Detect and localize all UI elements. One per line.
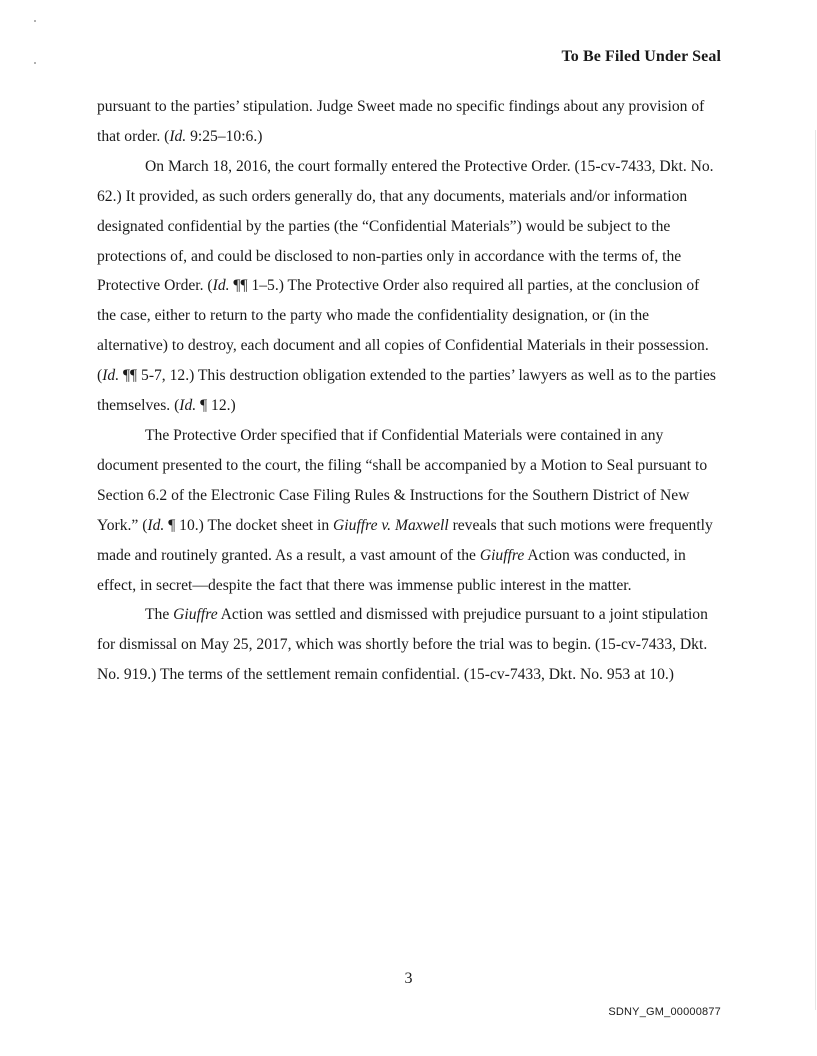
scan-edge xyxy=(815,130,816,1010)
paragraph-p1 xyxy=(97,92,722,152)
citation-italic: Id. xyxy=(212,277,230,295)
citation-italic: Id. xyxy=(179,397,197,415)
text-segment: Action was settled and dismissed with prejudice pursuant to a joint stipulation for dismissal on May 25, 2017, which was shortly before the trial was to begin. (15-cv-7433, Dkt. No. 919.) The terms of the settlement remain confidential. (15-cv-7433, Dkt. No. 953 at 10.) xyxy=(97,606,708,684)
citation-italic: Giuffre v. Maxwell xyxy=(333,516,449,534)
text-segment: ¶¶ 1–5.) The Protective Order also required all parties, at the conclusion of the case, either to return to the party who made the confidentiality designation, or (in the alternative) to destroy, each document and all copies of Confidential Materials in their possession. ( xyxy=(97,277,709,385)
paragraph-p3 xyxy=(97,421,722,600)
text-segment: ¶¶ 5-7, 12.) This destruction obligation extended to the parties’ lawyers as well as to the parties themselves. ( xyxy=(97,367,716,415)
text-segment: ¶ 10.) The docket sheet in xyxy=(164,516,334,534)
bates-number: SDNY_GM_00000877 xyxy=(608,1006,721,1018)
text-segment: The xyxy=(145,606,174,624)
document-body xyxy=(97,92,722,690)
citation-italic: Giuffre xyxy=(479,546,525,564)
paragraph-p4 xyxy=(97,600,722,690)
paragraph-p2 xyxy=(97,152,722,421)
page-number: 3 xyxy=(404,970,413,987)
text-segment: reveals that such motions were frequently made and routinely granted. As a result, a vast amount of the xyxy=(97,516,713,564)
text-segment: On March 18, 2016, the court formally entered the Protective Order. (15-cv-7433, Dkt. No. 62.) It provided, as such orders generally do, that any documents, materials and/or information designated confidential by the parties (the “Confidential Materials”) would be subject to the protections of, and could be disclosed to non-parties only in accordance with the terms of, the Protective Order. ( xyxy=(97,157,714,295)
scan-speck xyxy=(34,20,36,22)
text-segment: The Protective Order specified that if Confidential Materials were contained in any document presented to the court, the filing “shall be accompanied by a Motion to Seal pursuant to Section 6.2 of the Electronic Case Filing Rules & Instructions for the Southern District of New York.” ( xyxy=(97,426,708,534)
citation-italic: Giuffre xyxy=(173,606,218,624)
text-segment: 9:25–10:6.) xyxy=(186,127,263,145)
text-segment: Action was conducted, in effect, in secret—despite the fact that there was immense public interest in the matter. xyxy=(97,546,686,594)
text-segment: ¶ 12.) xyxy=(196,397,236,415)
text-segment: pursuant to the parties’ stipulation. Judge Sweet made no specific findings about any provision of that order. ( xyxy=(97,98,705,145)
scan-speck xyxy=(34,62,36,64)
seal-header: To Be Filed Under Seal xyxy=(561,48,721,65)
citation-italic: Id. xyxy=(102,367,120,385)
citation-italic: Id. xyxy=(169,127,187,145)
citation-italic: Id. xyxy=(147,516,165,534)
